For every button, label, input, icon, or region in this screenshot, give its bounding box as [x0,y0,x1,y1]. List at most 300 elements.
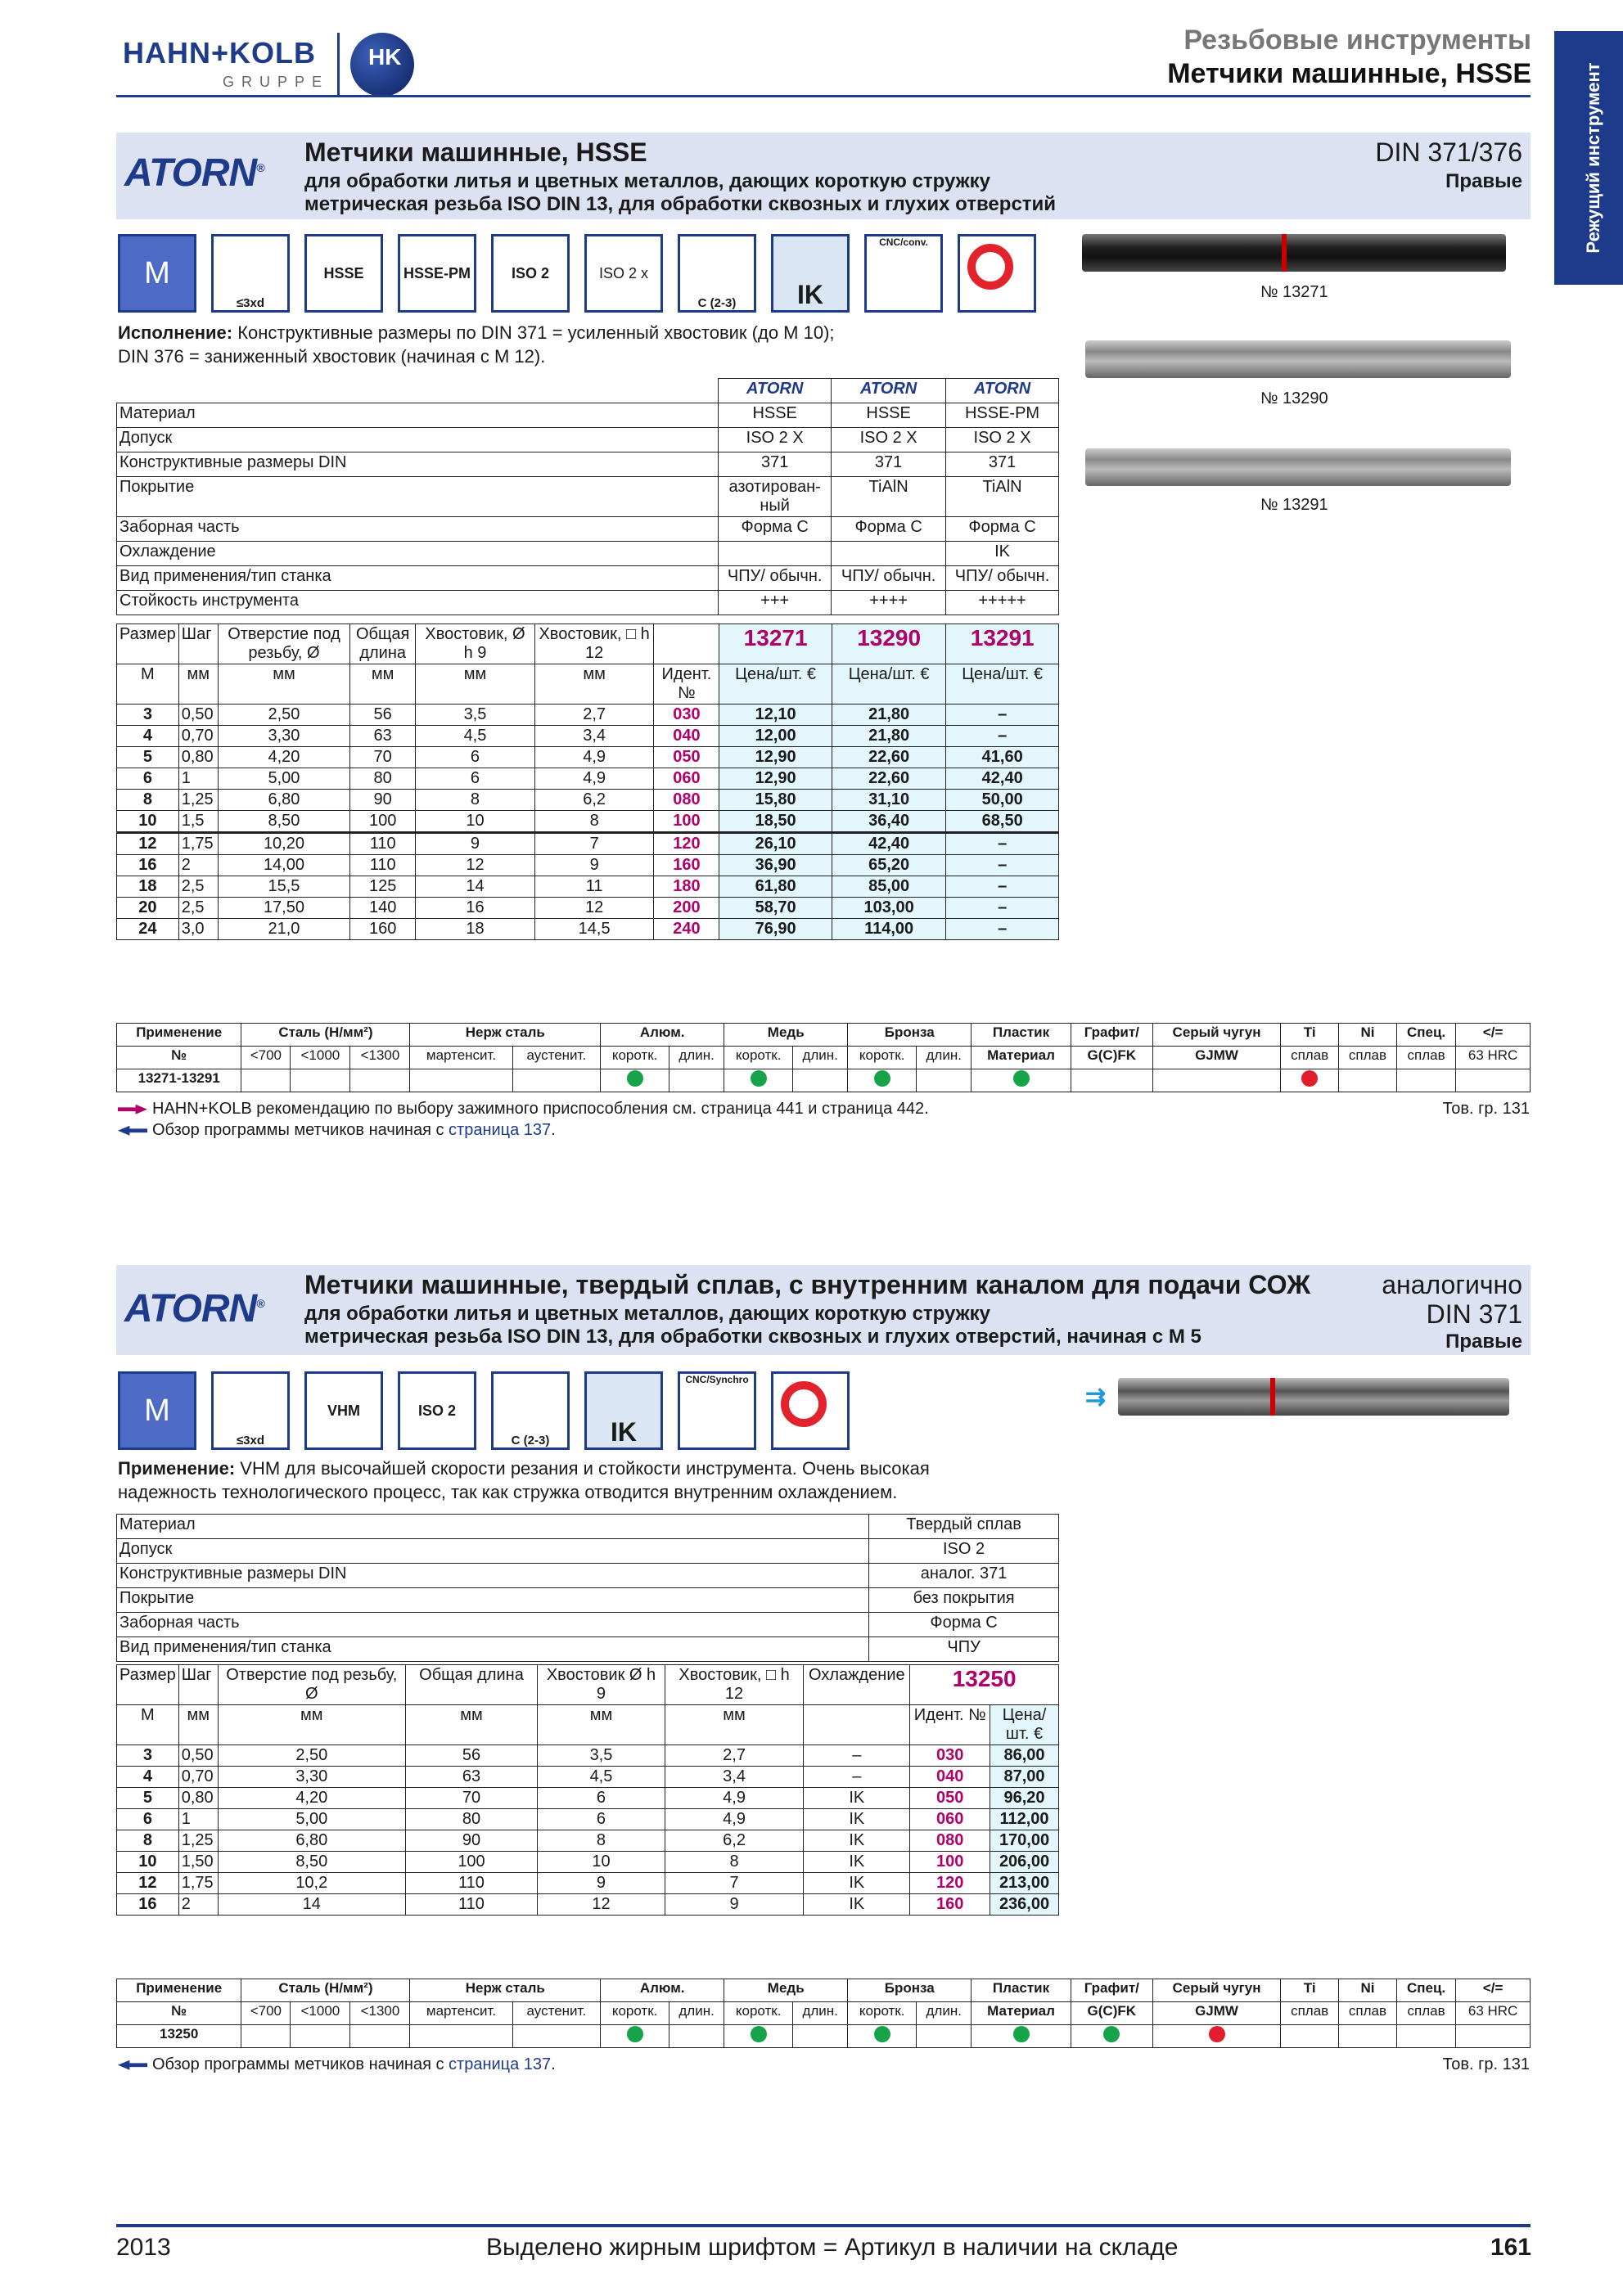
app-cell [512,2025,601,2048]
unit-cell: M [117,664,179,705]
table-cell: 100 [654,811,719,833]
app-header: Пластик [972,1024,1071,1047]
table-cell: 110 [350,833,416,855]
app-subheader: мартенсит. [410,1047,512,1069]
app-header: Применение [117,1979,241,2002]
table-cell: 2,7 [665,1745,804,1767]
table-cell: 4,9 [665,1809,804,1830]
spec-value: ЧПУ/ обычн. [719,566,832,591]
logo-text: HAHN+KOLB [123,36,317,70]
table-cell: 8,50 [218,811,350,833]
spec-row [117,1564,1059,1588]
table-cell: 160 [350,919,416,940]
table-cell: 86,00 [990,1745,1059,1767]
suitable-dot-icon [751,2026,767,2042]
table-cell: 180 [654,876,719,898]
table-cell: 80 [350,768,416,790]
table-row [117,811,1059,833]
table-cell: – [946,898,1059,919]
unit-cell [804,1705,910,1745]
suitable-dot-icon [1013,2026,1030,2042]
article-number: 13291 [946,624,1059,664]
table-cell: 120 [654,833,719,855]
din-norm: DIN 371/376 [1375,137,1522,167]
coating-ring-icon [958,234,1036,313]
app-cell [410,2025,512,2048]
spec-row [117,1588,1059,1613]
product-header-1 [116,133,1531,219]
spec-value [719,542,832,566]
table-cell: 41,60 [946,747,1059,768]
app-cell [1456,1069,1531,1092]
footer-year: 2013 [116,2234,171,2261]
unit-cell: мм [538,1705,665,1745]
table-cell: 160 [910,1894,990,1916]
hsse-icon: HSSE [304,234,383,313]
table-cell: 2,50 [218,1745,405,1767]
table-cell: 63 [350,726,416,747]
app-subheader: № [117,1047,241,1069]
app-subheader: 63 HRC [1456,1047,1531,1069]
table-cell: IK [804,1830,910,1852]
spec-value: HSSE [719,403,832,428]
spec-row [117,1613,1059,1637]
spec-value: IK [946,542,1059,566]
size-table-2: Размер Шаг Отверстие под резьбу, Ø Общая длина Хвостовик Ø h 9 Хвостовик, □ h 12 Охлаждение 13250 M мм мм мм мм мм Идент. № Цена/шт. € 3 0,50 2,50 56 3,5 2,7 – 030 86,00 4 0,70 3,30 63 4,5 3,4 – 040 87,00 5 0,80 4,20 70 6 4,9 IK 050 96,20 6 1 5,00 80 6 4,9 IK 060 112,00 8 1,25 6,80 90 8 6,2 IK 080 170,00 10 1,50 8,50 100 10 8 IK 100 206,00 12 1,75 10,2 110 9 7 IK 120 213,00 16 2 14 110 12 9 IK 160 236,00 [116,1664,1059,1916]
table-cell: 8 [416,790,535,811]
iso2-icon: ISO 2 [491,234,570,313]
table-cell: 10 [416,811,535,833]
table-cell: 12,00 [719,726,832,747]
table-cell: 103,00 [832,898,946,919]
app-cell [793,1069,848,1092]
table-cell: 200 [654,898,719,919]
table-cell: 6 [117,768,179,790]
table-cell: 170,00 [990,1830,1059,1852]
app-subheader: <1300 [350,1047,410,1069]
spec-value: HSSE-PM [946,403,1059,428]
spec-row [117,1515,1059,1539]
app-subheader: длин. [793,2002,848,2025]
app-cell [1396,2025,1455,2048]
spec-label: Стойкость инструмента [117,591,719,615]
table-cell: 7 [665,1873,804,1894]
app-cell [1071,2025,1152,2048]
unit-cell: Идент. № [654,664,719,705]
tool-image-13250 [1118,1378,1509,1416]
table-cell: 31,10 [832,790,946,811]
app-subheader: длин. [669,2002,724,2025]
internal-coolant-icon: IK [584,1371,663,1450]
table-cell: 3 [117,705,179,726]
unit-cell: Идент. № [910,1705,990,1745]
table-cell: 110 [405,1873,537,1894]
table-cell: 87,00 [990,1767,1059,1788]
unit-cell: мм [416,664,535,705]
table-cell: 4,20 [218,1788,405,1809]
table-row [117,705,1059,726]
table-cell: 6 [538,1788,665,1809]
table-cell: 14 [218,1894,405,1916]
din-norm: DIN 371 [1426,1299,1522,1329]
app-cell [1152,1069,1280,1092]
app-header: Графит/ [1071,1024,1152,1047]
unit-cell: мм [218,1705,405,1745]
app-header: Спец. [1396,1024,1455,1047]
app-header: Бронза [848,1024,972,1047]
table-row [117,1809,1059,1830]
app-cell [1281,1069,1339,1092]
app-cell [291,1069,350,1092]
table-cell: IK [804,1873,910,1894]
table-cell: 36,40 [832,811,946,833]
table-cell: 14 [416,876,535,898]
app-header: Алюм. [601,1024,724,1047]
table-cell: 3 [117,1745,179,1767]
spec-value: ЧПУ/ обычн. [946,566,1059,591]
table-cell: 110 [350,855,416,876]
app-cell [669,1069,724,1092]
table-cell: 65,20 [832,855,946,876]
table-cell: 2,7 [534,705,654,726]
thread-direction: Правые [1445,1330,1522,1353]
table-cell: 61,80 [719,876,832,898]
spec-value: Форма C [832,517,946,542]
table-cell: 040 [910,1767,990,1788]
table-cell: 1,25 [178,790,218,811]
table-cell: 70 [405,1788,537,1809]
app-subheader-row [117,1047,1531,1069]
table-cell: 1,25 [178,1830,218,1852]
spec-row [117,566,1059,591]
app-header-row [117,1024,1531,1047]
spec-value: аналог. 371 [869,1564,1059,1588]
table-cell: 58,70 [719,898,832,919]
table-cell: 42,40 [946,768,1059,790]
spec-value: TiAlN [946,477,1059,517]
product-header-2 [116,1265,1531,1355]
table-cell: 3,4 [665,1767,804,1788]
app-subheader: <1300 [350,2002,410,2025]
table-row [117,919,1059,940]
unit-cell: M [117,1705,179,1745]
vhm-icon: VHM [304,1371,383,1450]
spec-table-1: ATORN ATORN ATORN Материал HSSE HSSE HSSE-PM Допуск ISO 2 X ISO 2 X ISO 2 X Конструктивные размеры DIN 371 371 371 Покрытие азотирован-ный TiAlN TiAlN Заборная часть Форма C Форма C Форма C Охлаждение IK Вид применения/тип станка ЧПУ/ обычн. ЧПУ/ обычн. ЧПУ/ обычн. Стойкость инструмента +++ ++++ +++++ [116,378,1059,615]
product-subtitle: метрическая резьба ISO DIN 13, для обработки сквозных и глухих отверстий, начиная с M 5 [304,1326,1201,1348]
usage-note: Применение: VHM для высочайшей скорости резания и стойкости инструмента. Очень высокая надежность технологического процесс, так как стружка отводится внутренним охлаждением. [118,1458,930,1502]
table-cell: 0,80 [178,747,218,768]
table-cell: 100 [405,1852,537,1873]
metric-thread-icon: M [118,1371,196,1450]
app-header: Сталь (Н/мм²) [241,1979,410,2002]
din-norm: аналогично [1382,1270,1522,1299]
table-cell: – [946,726,1059,747]
spec-value: ISO 2 X [832,428,946,452]
spec-value: Форма C [946,517,1059,542]
app-header: Бронза [848,1979,972,2002]
table-cell: 4,5 [416,726,535,747]
table-cell: 4,9 [534,768,654,790]
app-header: Спец. [1396,1979,1455,2002]
app-header: Нерж сталь [410,1024,601,1047]
app-header: Ti [1281,1979,1339,2002]
product-title: Метчики машинные, твердый сплав, с внутренним каналом для подачи СОЖ [304,1270,1310,1299]
app-header: Ni [1339,1024,1397,1047]
table-cell: 36,90 [719,855,832,876]
app-subheader: <1000 [291,1047,350,1069]
spec-value: TiAlN [832,477,946,517]
app-subheader: сплав [1281,1047,1339,1069]
app-subheader: коротк. [601,1047,669,1069]
table-row [117,855,1059,876]
table-row [117,1767,1059,1788]
app-subheader: Материал [972,2002,1071,2025]
spec-value: азотирован-ный [719,477,832,517]
spec-value: Форма C [719,517,832,542]
table-cell: 26,10 [719,833,832,855]
app-cell [1071,1069,1152,1092]
spec-row [117,542,1059,566]
logo-badge-icon: HK [350,33,414,97]
table-cell: 3,5 [538,1745,665,1767]
logo-subtext: GRUPPE [223,74,330,90]
suitable-dot-icon [751,1070,767,1087]
spec-value: HSSE [832,403,946,428]
table-cell: 030 [910,1745,990,1767]
table-cell: 4 [117,726,179,747]
app-subheader: <700 [241,1047,291,1069]
spec-label: Материал [117,403,719,428]
table-cell: 2 [178,1894,218,1916]
tool-number: № 13271 [1260,283,1328,301]
app-subheader: сплав [1339,2002,1397,2025]
side-tab[interactable]: Режущий инструмент [1554,31,1623,285]
table-cell: 18,50 [719,811,832,833]
table-cell: 6 [117,1809,179,1830]
unit-cell: мм [178,664,218,705]
suitable-dot-icon [1103,2026,1120,2042]
table-cell: 10 [117,811,179,833]
table-cell: – [946,705,1059,726]
overview-note: Обзор программы метчиков начиная с страница 137. [118,1121,556,1140]
table-cell: 80 [405,1809,537,1830]
limited-dot-icon [1301,1070,1318,1087]
table-cell: 56 [350,705,416,726]
header-divider [116,95,1531,97]
spec-label: Конструктивные размеры DIN [117,1564,869,1588]
app-subheader: длин. [669,1047,724,1069]
app-subheader: мартенсит. [410,2002,512,2025]
spec-value: 371 [832,452,946,477]
app-subheader: GJMW [1152,2002,1280,2025]
table-cell: 68,50 [946,811,1059,833]
table-cell: 10 [538,1852,665,1873]
hsse-pm-icon: HSSE-PM [398,234,476,313]
app-subheader: длин. [917,1047,972,1069]
limited-dot-icon [1209,2026,1225,2042]
app-cell [972,1069,1071,1092]
page-link[interactable]: страница 137 [449,2055,552,2073]
table-cell: 15,5 [218,876,350,898]
tool-image-13290 [1085,340,1511,378]
spec-row [117,517,1059,542]
table-cell: 8 [534,811,654,833]
table-row [117,790,1059,811]
table-row [117,876,1059,898]
atorn-logo: ATORN® [124,1287,264,1330]
table-cell: 040 [654,726,719,747]
table-row [117,768,1059,790]
table-cell: 6 [416,747,535,768]
table-cell: 7 [534,833,654,855]
app-subheader: длин. [793,1047,848,1069]
table-cell: 3,0 [178,919,218,940]
table-row [117,1852,1059,1873]
table-cell: 9 [538,1873,665,1894]
app-subheader-row [117,2002,1531,2025]
table-cell: 030 [654,705,719,726]
app-article: 13250 [117,2025,241,2048]
app-cell [1152,2025,1280,2048]
page-link[interactable]: страница 137 [449,1121,552,1139]
thread-direction: Правые [1445,170,1522,192]
table-cell: 85,00 [832,876,946,898]
table-cell: 060 [910,1809,990,1830]
table-cell: 18 [117,876,179,898]
table-cell: 50,00 [946,790,1059,811]
app-row [117,2025,1531,2048]
table-cell: 12 [416,855,535,876]
spec-label: Заборная часть [117,517,719,542]
table-cell: – [946,833,1059,855]
app-cell [793,2025,848,2048]
table-cell: 90 [350,790,416,811]
app-subheader: аустенит. [512,1047,601,1069]
table-cell: IK [804,1788,910,1809]
spec-value: без покрытия [869,1588,1059,1613]
table-cell: 6,80 [218,790,350,811]
app-row [117,1069,1531,1092]
app-cell [917,1069,972,1092]
spec-label: Охлаждение [117,542,719,566]
table-cell: 0,80 [178,1788,218,1809]
app-subheader: коротк. [848,1047,917,1069]
app-header: Пластик [972,1979,1071,2002]
page-number: 161 [1490,2234,1531,2261]
table-cell: 21,0 [218,919,350,940]
suitable-dot-icon [874,1070,890,1087]
table-cell: 56 [405,1745,537,1767]
app-cell [350,1069,410,1092]
table-cell: IK [804,1894,910,1916]
app-header: Ni [1339,1979,1397,2002]
spec-value: ISO 2 [869,1539,1059,1564]
table-cell: 050 [910,1788,990,1809]
table-cell: 3,4 [534,726,654,747]
app-subheader: сплав [1396,2002,1455,2025]
table-cell: 96,20 [990,1788,1059,1809]
table-row [117,1745,1059,1767]
unit-cell: мм [350,664,416,705]
app-subheader: 63 HRC [1456,2002,1531,2025]
table-cell: 6,80 [218,1830,405,1852]
table-cell: 6,2 [534,790,654,811]
spec-label: Материал [117,1515,869,1539]
table-cell: 4 [117,1767,179,1788]
table-cell: 70 [350,747,416,768]
table-cell: 2,5 [178,898,218,919]
iso2-icon: ISO 2 [398,1371,476,1450]
app-cell [972,2025,1071,2048]
table-cell: 22,60 [832,768,946,790]
metric-thread-icon: M [118,234,196,313]
internal-coolant-icon: IK [771,234,850,313]
table-cell: 0,70 [178,1767,218,1788]
table-cell: 12,90 [719,768,832,790]
table-cell: 060 [654,768,719,790]
table-cell: 120 [910,1873,990,1894]
table-cell: 114,00 [832,919,946,940]
table-cell: 24 [117,919,179,940]
table-cell: 3,30 [218,726,350,747]
app-cell [1396,1069,1455,1092]
spec-label: Допуск [117,428,719,452]
spec-value: +++++ [946,591,1059,615]
app-header: </= [1456,1024,1531,1047]
depth-icon: ≤3xd [211,234,290,313]
table-cell: 8 [117,1830,179,1852]
table-cell: 63 [405,1767,537,1788]
table-cell: 14,5 [534,919,654,940]
table-cell: 4,9 [665,1788,804,1809]
app-subheader: сплав [1281,2002,1339,2025]
spec-label: Допуск [117,1539,869,1564]
table-cell: 16 [117,1894,179,1916]
app-header: Серый чугун [1152,1979,1280,2002]
table-cell: 5 [117,1788,179,1809]
app-cell [669,2025,724,2048]
app-cell [291,2025,350,2048]
app-header: Медь [724,1024,848,1047]
spec-value: ISO 2 X [946,428,1059,452]
app-cell [241,1069,291,1092]
table-cell: IK [804,1809,910,1830]
app-subheader: сплав [1396,1047,1455,1069]
spec-value: ++++ [832,591,946,615]
table-cell: 4,20 [218,747,350,768]
table-cell: 5,00 [218,1809,405,1830]
table-cell: – [804,1767,910,1788]
unit-cell: мм [534,664,654,705]
app-header: Серый чугун [1152,1024,1280,1047]
spec-label: Покрытие [117,477,719,517]
table-cell: 11 [534,876,654,898]
table-cell: 5,00 [218,768,350,790]
app-subheader: G(C)FK [1071,2002,1152,2025]
application-table-1 [116,1023,1531,1092]
table-cell: 2,5 [178,876,218,898]
product-subtitle: для обработки литья и цветных металлов, дающих короткую стружку [304,170,991,192]
spec-label: Вид применения/тип станка [117,1637,869,1662]
table-cell: IK [804,1852,910,1873]
table-cell: 9 [534,855,654,876]
table-cell: 0,50 [178,705,218,726]
table-cell: – [946,919,1059,940]
table-cell: 6 [538,1809,665,1830]
table-cell: 10 [117,1852,179,1873]
app-article: 13271-13291 [117,1069,241,1092]
table-cell: 76,90 [719,919,832,940]
